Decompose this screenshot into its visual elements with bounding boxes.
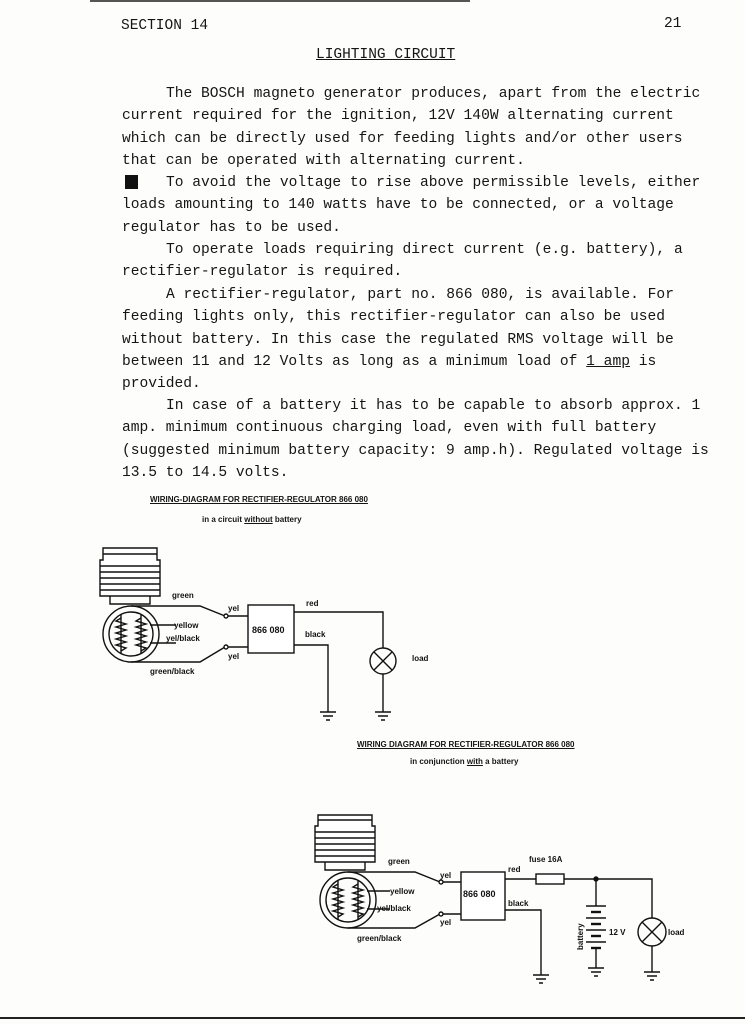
diagram2-subtitle-text: in conjunction xyxy=(410,757,467,766)
diagram1-label-load: load xyxy=(412,654,429,663)
diagram1-subtitle-text-end: battery xyxy=(272,515,302,524)
diagram2-subtitle-emphasis: with xyxy=(466,757,483,766)
diagram1-label-green: green xyxy=(172,591,194,600)
diagram2-label-load: load xyxy=(668,928,685,937)
diagram2-lamp-icon xyxy=(638,918,666,946)
min-load-value: 1 amp xyxy=(586,353,630,370)
paragraph-battery: In case of a battery it has to be capable to absorb approx. 1 amp. minimum continuous charging load, even with full battery (suggested minimum battery capacity: 9 amp.h). Regulated voltage is 13.5 to 14.5 volts. xyxy=(122,398,709,481)
diagram2-label-yel-black: yel/black xyxy=(377,904,411,913)
diagram2-label-green-black: green/black xyxy=(357,934,402,943)
diagram2-label-yel-bottom: yel xyxy=(440,918,452,927)
diagram2-magneto-icon xyxy=(320,872,376,928)
scan-bottom-rule xyxy=(0,1017,745,1019)
diagram1-label-yel-bottom: yel xyxy=(228,652,240,661)
page-title: LIGHTING CIRCUIT xyxy=(316,47,456,63)
paragraph-voltage-limit: To avoid the voltage to rise above permissible levels, either loads amounting to 140 watts have to be connected, or a voltage regulator has to be used. xyxy=(122,175,701,236)
paragraph-rectifier-text-1: A rectifier-regulator, part no. 866 080, is available. For feeding lights only, this rectifier-regulator can also be used without battery. In this case the regulated RMS voltage will be between 11 and 12 Volts as long as a minimum load of xyxy=(122,287,674,370)
paragraph-direct-current: To operate loads requiring direct current (e.g. battery), a rectifier-regulator is required. xyxy=(122,242,683,281)
diagram2-subtitle-text-end: a battery xyxy=(482,757,519,766)
diagram1-label-black: black xyxy=(305,630,326,639)
diagram1-label-yel-black: yel/black xyxy=(166,634,200,643)
diagram1-label-yellow: yellow xyxy=(174,621,199,630)
diagram2-label-yel-top: yel xyxy=(440,871,452,880)
diagram1-title: WIRING-DIAGRAM FOR RECTIFIER-REGULATOR 866 080 xyxy=(150,495,368,504)
diagram2-battery-icon xyxy=(586,906,606,948)
diagram1-label-regulator: 866 080 xyxy=(252,625,285,635)
diagram2-fuse-icon xyxy=(536,874,564,884)
diagram2-ground-icon-2 xyxy=(588,968,604,976)
diagram2-label-regulator: 866 080 xyxy=(463,889,496,899)
diagram1-label-yel-top: yel xyxy=(228,604,240,613)
diagram1-subtitle-emphasis: without xyxy=(244,515,273,524)
diagram2-title: WIRING DIAGRAM FOR RECTIFIER-REGULATOR 866 080 xyxy=(357,740,575,749)
diagram2-engine-cylinder-icon xyxy=(315,815,375,870)
diagram2-label-black: black xyxy=(508,899,529,908)
diagram2-label-voltage: 12 V xyxy=(609,928,626,937)
diagram2-label-fuse: fuse 16A xyxy=(529,855,563,864)
diagram2-label-green: green xyxy=(388,857,410,866)
diagram2-label-battery: battery xyxy=(576,923,585,950)
diagram2-ground-icon-3 xyxy=(644,972,660,980)
paragraph-rectifier-text-2: is provided. xyxy=(122,353,657,393)
diagram1-subtitle-text: in a circuit xyxy=(202,515,245,524)
section-label: SECTION 14 xyxy=(121,18,209,34)
paragraph-intro: The BOSCH magneto generator produces, apart from the electric current required for the ignition, 12V 140W alternating current which can be directly used for feeding lights and/or other users that can be operated with alternating current. xyxy=(122,86,701,169)
page-number: 21 xyxy=(664,16,682,32)
diagram2-ground-icon-1 xyxy=(533,975,549,983)
diagram2-label-red: red xyxy=(508,865,521,874)
diagram1-label-green-black: green/black xyxy=(150,667,195,676)
diagram1-label-red: red xyxy=(306,599,319,608)
diagram2-label-yellow: yellow xyxy=(390,887,415,896)
